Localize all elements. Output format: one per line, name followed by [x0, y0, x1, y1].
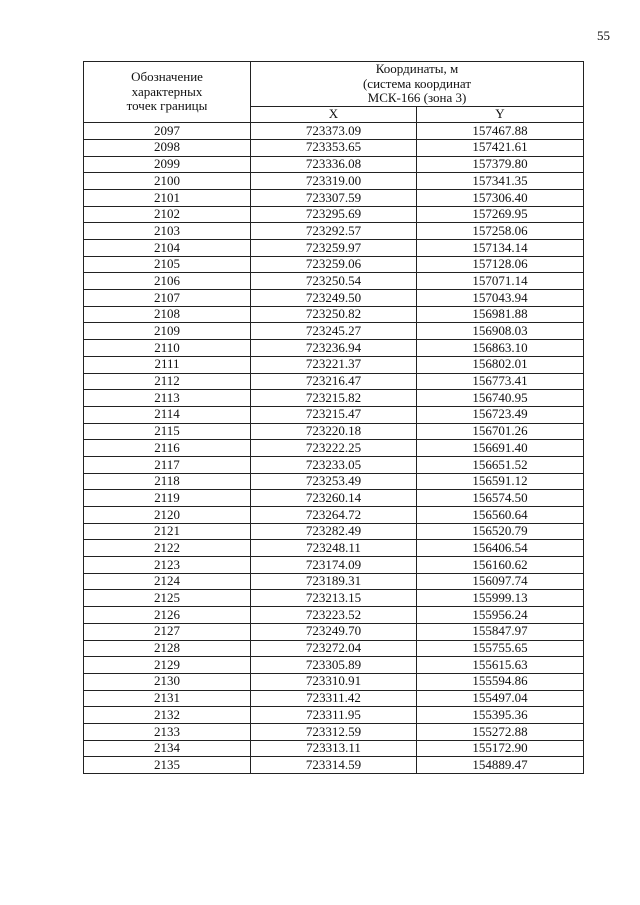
y-coordinate-cell: 156701.26: [417, 423, 584, 440]
y-coordinate-cell: 156591.12: [417, 473, 584, 490]
x-coordinate-cell: 723282.49: [251, 523, 417, 540]
table-row: [84, 490, 584, 507]
point-id-cell: 2112: [84, 373, 251, 390]
table-row: [84, 590, 584, 607]
point-id-cell: 2125: [84, 590, 251, 607]
y-coordinate-cell: 156574.50: [417, 490, 584, 507]
y-coordinate-cell: 156773.41: [417, 373, 584, 390]
table-body: [84, 123, 584, 774]
table-row: [84, 273, 584, 290]
point-id-cell: 2128: [84, 640, 251, 657]
y-coordinate-cell: 157258.06: [417, 223, 584, 240]
table-row: [84, 540, 584, 557]
x-coordinate-cell: 723250.82: [251, 306, 417, 323]
table-row: [84, 306, 584, 323]
y-coordinate-cell: 156560.64: [417, 507, 584, 524]
table-row: [84, 657, 584, 674]
table-row: [84, 406, 584, 423]
y-coordinate-cell: 156651.52: [417, 456, 584, 473]
x-coordinate-cell: 723245.27: [251, 323, 417, 340]
x-coordinate-cell: 723295.69: [251, 206, 417, 223]
y-coordinate-cell: 157134.14: [417, 240, 584, 257]
table-row: [84, 390, 584, 407]
y-coordinate-cell: 157379.80: [417, 156, 584, 173]
point-designation-header: [84, 62, 251, 123]
y-coordinate-cell: 154889.47: [417, 757, 584, 774]
y-coordinate-cell: 156160.62: [417, 557, 584, 574]
x-coordinate-cell: 723314.59: [251, 757, 417, 774]
x-coordinate-cell: 723264.72: [251, 507, 417, 524]
table-row: [84, 523, 584, 540]
point-id-cell: 2103: [84, 223, 251, 240]
table-row: [84, 573, 584, 590]
y-coordinate-cell: 156802.01: [417, 356, 584, 373]
y-coordinate-cell: 155395.36: [417, 707, 584, 724]
y-coordinate-cell: 156406.54: [417, 540, 584, 557]
x-coordinate-cell: 723272.04: [251, 640, 417, 657]
x-coordinate-cell: 723216.47: [251, 373, 417, 390]
y-coordinate-cell: 157467.88: [417, 123, 584, 140]
table-row: [84, 757, 584, 774]
table-row: [84, 290, 584, 307]
x-coordinate-cell: 723260.14: [251, 490, 417, 507]
table-row: [84, 123, 584, 140]
point-id-cell: 2105: [84, 256, 251, 273]
x-coordinate-cell: 723250.54: [251, 273, 417, 290]
table-row: [84, 673, 584, 690]
table-row: [84, 189, 584, 206]
x-coordinate-cell: 723215.47: [251, 406, 417, 423]
x-coordinate-cell: 723213.15: [251, 590, 417, 607]
table-row: [84, 373, 584, 390]
point-id-cell: 2130: [84, 673, 251, 690]
point-id-cell: 2135: [84, 757, 251, 774]
x-coordinate-cell: 723312.59: [251, 723, 417, 740]
point-id-cell: 2117: [84, 456, 251, 473]
y-coordinate-cell: 155497.04: [417, 690, 584, 707]
x-coordinate-cell: 723222.25: [251, 440, 417, 457]
point-header-line-3: точек границы: [126, 98, 208, 114]
table-row: [84, 156, 584, 173]
x-coordinate-cell: 723259.06: [251, 256, 417, 273]
point-id-cell: 2114: [84, 406, 251, 423]
x-coordinate-cell: 723249.70: [251, 623, 417, 640]
y-coordinate-cell: 157269.95: [417, 206, 584, 223]
y-coordinate-cell: 156740.95: [417, 390, 584, 407]
point-id-cell: 2097: [84, 123, 251, 140]
table-row: [84, 139, 584, 156]
x-coordinate-cell: 723305.89: [251, 657, 417, 674]
y-coordinate-cell: 157421.61: [417, 139, 584, 156]
x-coordinate-cell: 723249.50: [251, 290, 417, 307]
point-id-cell: 2115: [84, 423, 251, 440]
x-coordinate-cell: 723236.94: [251, 340, 417, 357]
table-row: [84, 690, 584, 707]
y-coordinate-cell: 157341.35: [417, 173, 584, 190]
point-id-cell: 2134: [84, 740, 251, 757]
table-row: [84, 356, 584, 373]
table-row: [84, 607, 584, 624]
x-coordinate-cell: 723223.52: [251, 607, 417, 624]
x-coordinate-cell: 723221.37: [251, 356, 417, 373]
point-id-cell: 2131: [84, 690, 251, 707]
y-coordinate-cell: 156908.03: [417, 323, 584, 340]
point-id-cell: 2123: [84, 557, 251, 574]
coords-header-line-1: Координаты, м: [375, 61, 459, 76]
table-row: [84, 740, 584, 757]
point-id-cell: 2102: [84, 206, 251, 223]
point-id-cell: 2100: [84, 173, 251, 190]
point-id-cell: 2124: [84, 573, 251, 590]
y-coordinate-cell: 157071.14: [417, 273, 584, 290]
point-id-cell: 2108: [84, 306, 251, 323]
y-coordinate-cell: 155755.65: [417, 640, 584, 657]
y-coordinate-cell: 156691.40: [417, 440, 584, 457]
x-coordinate-cell: 723311.95: [251, 707, 417, 724]
x-coordinate-cell: 723373.09: [251, 123, 417, 140]
table-header: [84, 62, 584, 123]
x-coordinate-cell: 723313.11: [251, 740, 417, 757]
page-number: 55: [597, 28, 610, 43]
x-column-header: X: [251, 106, 417, 123]
y-column-header: Y: [417, 106, 584, 123]
x-coordinate-cell: 723215.82: [251, 390, 417, 407]
table-row: [84, 423, 584, 440]
point-id-cell: 2101: [84, 189, 251, 206]
table-row: [84, 623, 584, 640]
table-row: [84, 206, 584, 223]
x-coordinate-cell: 723319.00: [251, 173, 417, 190]
point-id-cell: 2099: [84, 156, 251, 173]
table-row: [84, 323, 584, 340]
table-row: [84, 456, 584, 473]
table-row: [84, 256, 584, 273]
point-id-cell: 2109: [84, 323, 251, 340]
point-id-cell: 2126: [84, 607, 251, 624]
x-coordinate-cell: 723259.97: [251, 240, 417, 257]
x-coordinate-cell: 723311.42: [251, 690, 417, 707]
table-row: [84, 240, 584, 257]
x-coordinate-cell: 723248.11: [251, 540, 417, 557]
table-row: [84, 723, 584, 740]
y-coordinate-cell: 156863.10: [417, 340, 584, 357]
point-id-cell: 2122: [84, 540, 251, 557]
point-id-cell: 2119: [84, 490, 251, 507]
y-coordinate-cell: 157043.94: [417, 290, 584, 307]
y-coordinate-cell: 155847.97: [417, 623, 584, 640]
table-row: [84, 557, 584, 574]
y-coordinate-cell: 155172.90: [417, 740, 584, 757]
x-coordinate-cell: 723292.57: [251, 223, 417, 240]
x-coordinate-cell: 723336.08: [251, 156, 417, 173]
y-coordinate-cell: 155594.86: [417, 673, 584, 690]
coordinates-table: [83, 61, 584, 774]
table-row: [84, 223, 584, 240]
x-coordinate-cell: 723233.05: [251, 456, 417, 473]
y-coordinate-cell: 156981.88: [417, 306, 584, 323]
table-row: [84, 473, 584, 490]
x-coordinate-cell: 723310.91: [251, 673, 417, 690]
point-id-cell: 2129: [84, 657, 251, 674]
point-id-cell: 2121: [84, 523, 251, 540]
table-row: [84, 440, 584, 457]
point-id-cell: 2104: [84, 240, 251, 257]
table-row: [84, 507, 584, 524]
x-coordinate-cell: 723353.65: [251, 139, 417, 156]
point-id-cell: 2107: [84, 290, 251, 307]
x-coordinate-cell: 723189.31: [251, 573, 417, 590]
x-coordinate-cell: 723220.18: [251, 423, 417, 440]
y-coordinate-cell: 157128.06: [417, 256, 584, 273]
point-id-cell: 2098: [84, 139, 251, 156]
point-id-cell: 2111: [84, 356, 251, 373]
coordinates-header: [251, 62, 584, 107]
table-row: [84, 640, 584, 657]
x-coordinate-cell: 723253.49: [251, 473, 417, 490]
y-coordinate-cell: 156097.74: [417, 573, 584, 590]
point-id-cell: 2106: [84, 273, 251, 290]
table-row: [84, 173, 584, 190]
point-id-cell: 2116: [84, 440, 251, 457]
point-id-cell: 2118: [84, 473, 251, 490]
coords-header-line-3: МСК-166 (зона 3): [367, 90, 467, 105]
point-id-cell: 2110: [84, 340, 251, 357]
point-id-cell: 2127: [84, 623, 251, 640]
point-id-cell: 2133: [84, 723, 251, 740]
coords-header-line-2: (система координат: [362, 75, 472, 91]
point-header-line-2: характерных: [131, 83, 203, 99]
y-coordinate-cell: 155956.24: [417, 607, 584, 624]
y-coordinate-cell: 156520.79: [417, 523, 584, 540]
y-coordinate-cell: 155272.88: [417, 723, 584, 740]
table-row: [84, 707, 584, 724]
y-coordinate-cell: 155999.13: [417, 590, 584, 607]
y-coordinate-cell: 155615.63: [417, 657, 584, 674]
point-id-cell: 2120: [84, 507, 251, 524]
point-id-cell: 2132: [84, 707, 251, 724]
table-row: [84, 340, 584, 357]
x-coordinate-cell: 723307.59: [251, 189, 417, 206]
y-coordinate-cell: 156723.49: [417, 406, 584, 423]
x-coordinate-cell: 723174.09: [251, 557, 417, 574]
point-id-cell: 2113: [84, 390, 251, 407]
y-coordinate-cell: 157306.40: [417, 189, 584, 206]
point-header-line-1: Обозначение: [131, 69, 203, 85]
